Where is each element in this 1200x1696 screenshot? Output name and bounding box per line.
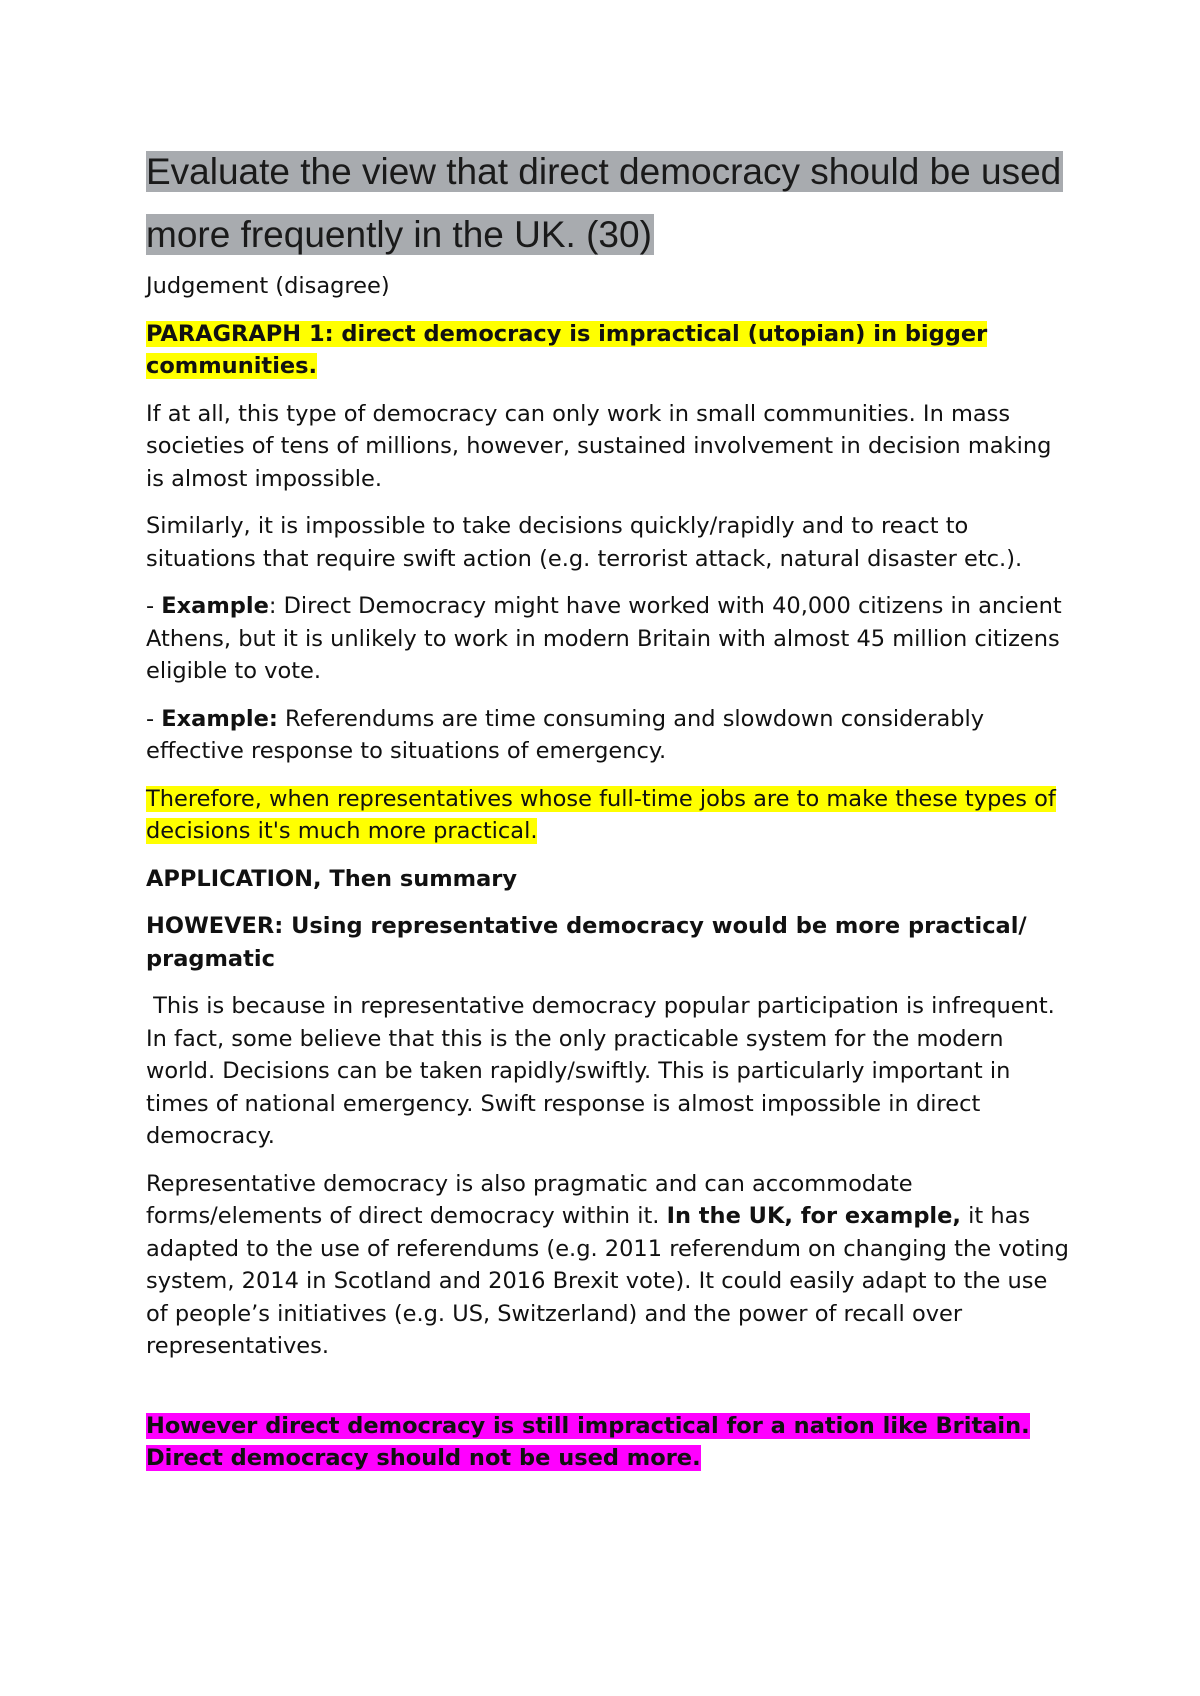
spacer xyxy=(146,1378,1076,1410)
therefore-statement xyxy=(146,783,1076,848)
example-2-label: Example: xyxy=(161,705,278,732)
application-heading: APPLICATION, Then summary xyxy=(146,865,518,892)
example-1 xyxy=(146,590,1076,688)
representative-text-before: Representative democracy is also pragmatic and can accommodate forms/elements of direct democracy within it. xyxy=(146,1170,913,1229)
essay-title xyxy=(146,140,1076,266)
representative-paragraph xyxy=(146,1168,1076,1363)
paragraph-1-heading-text: PARAGRAPH 1: direct democracy is impractical (utopian) in bigger communities. xyxy=(146,320,988,379)
example-1-text: : Direct Democracy might have worked with 40,000 citizens in ancient Athens, but it is unlikely to work in modern Britain with almost 45 million citizens eligible to vote. xyxy=(146,593,1062,684)
paragraph-1-heading xyxy=(146,318,1076,383)
document-page xyxy=(146,140,1076,1490)
example-2-dash: - xyxy=(146,705,162,732)
paragraph-1-text-2: Similarly, it is impossible to take decisions quickly/rapidly and to react to situations that require swift action (e.g. terrorist attack, natural disaster etc.). xyxy=(146,513,1023,572)
example-2-text: Referendums are time consuming and slowdown considerably effective response to situations of emergency. xyxy=(146,705,985,764)
paragraph-1-text-1: If at all, this type of democracy can only work in small communities. In mass societies of tens of millions, however, sustained involvement in decision making is almost impossible. xyxy=(146,400,1052,492)
conclusion-text: However direct democracy is still impractical for a nation like Britain. Direct democracy should not be used more. xyxy=(146,1412,1030,1471)
essay-title-text: Evaluate the view that direct democracy should be used more frequently in the UK. (30) xyxy=(146,151,1062,255)
conclusion xyxy=(146,1410,1076,1475)
however-heading: HOWEVER: Using representative democracy would be more practical/ pragmatic xyxy=(146,913,1027,972)
therefore-statement-text: Therefore, when representatives whose full-time jobs are to make these types of decisions it's much more practical. xyxy=(146,785,1056,844)
representative-text-bold: In the UK, for example, xyxy=(666,1203,961,1229)
however-text: This is because in representative democracy popular participation is infrequent. In fact, some believe that this is the only practicable system for the modern world. Decisions can be taken rapidly/swiftly. This is particularly important in times of national emergency. Swift response is almost impossible in direct democracy. xyxy=(146,993,1062,1149)
representative-text-after: it has adapted to the use of referendums (e.g. 2011 referendum on changing the voting system, 2014 in Scotland and 2016 Brexit vote). It could easily adapt to the use of people’s initiatives (e.g. US, Switzerland) and the power of recall over representatives. xyxy=(146,1203,1069,1359)
example-1-label: Example xyxy=(161,593,269,619)
example-2 xyxy=(146,703,1076,768)
example-1-dash: - xyxy=(146,593,162,619)
judgement: Judgement (disagree) xyxy=(146,273,390,299)
